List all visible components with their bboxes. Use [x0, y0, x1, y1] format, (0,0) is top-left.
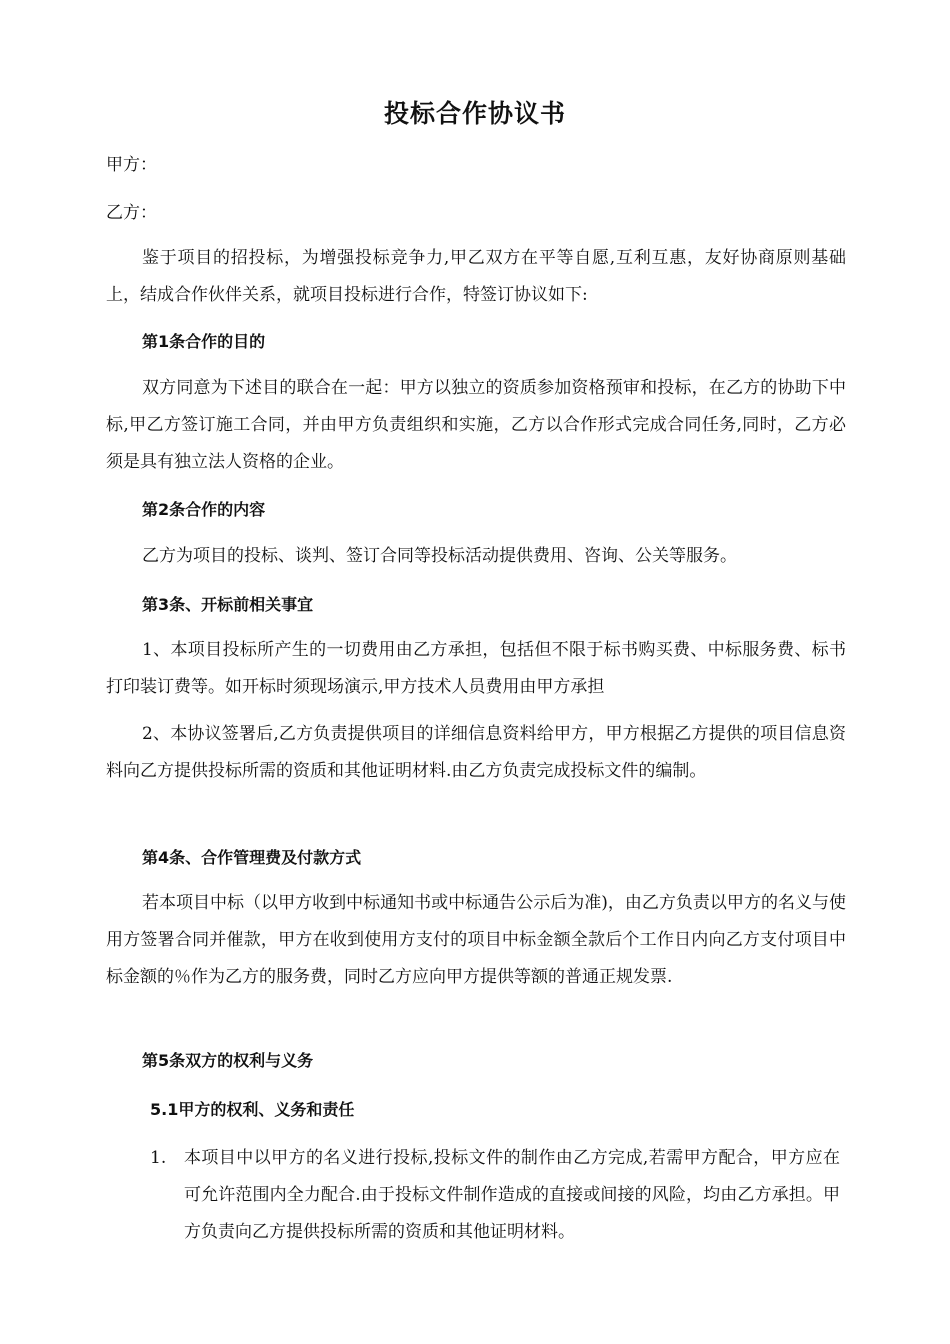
article-2-heading: 第2条合作的内容 — [142, 500, 266, 519]
article-2-body: 乙方为项目的投标、谈判、签订合同等投标活动提供费用、咨询、公关等服务。 — [142, 546, 737, 566]
section-5-1-heading: 5.1甲方的权利、义务和责任 — [150, 1100, 355, 1119]
document-title: 投标合作协议书 — [383, 99, 566, 128]
party-b-line: 乙方： — [106, 203, 157, 223]
article-3-heading: 第3条、开标前相关事宜 — [142, 595, 314, 614]
party-a-line: 甲方： — [106, 155, 157, 175]
list-item-number: 1. — [150, 1148, 167, 1168]
list-item-text: 本项目中以甲方的名义进行投标,投标文件的制作由乙方完成,若需甲方配合，甲方应在可允许范围内全力配合.由于投标文件制作造成的直接或间接的风险，均由乙方承担。甲方负责向乙方提供投标所需的资质和其他证明材料。 — [184, 1148, 840, 1242]
article-1-heading: 第1条合作的目的 — [142, 332, 266, 351]
article-1-body: 双方同意为下述目的联合在一起：甲方以独立的资质参加资格预审和投标，在乙方的协助下中标,甲乙方签订施工合同，并由甲方负责组织和实施，乙方以合作形式完成合同任务,同时，乙方必须是具有独立法人资格的企业。 — [106, 378, 846, 472]
article-4-heading: 第4条、合作管理费及付款方式 — [142, 848, 362, 867]
article-4-body: 若本项目中标（以甲方收到中标通知书或中标通告公示后为准)，由乙方负责以甲方的名义与使用方签署合同并催款，甲方在收到使用方支付的项目中标金额全款后个工作日内向乙方支付项目中标金额的％作为乙方的服务费，同时乙方应向甲方提供等额的普通正规发票. — [106, 893, 846, 987]
preamble-paragraph: 鉴于项目的招投标，为增强投标竞争力,甲乙双方在平等自愿,互利互惠，友好协商原则基础上，结成合作伙伴关系，就项目投标进行合作，特签订协议如下: — [106, 248, 846, 305]
article-3-item-1: 1、本项目投标所产生的一切费用由乙方承担，包括但不限于标书购买费、中标服务费、标书打印装订费等。如开标时须现场演示,甲方技术人员费用由甲方承担 — [106, 640, 846, 697]
article-5-heading: 第5条双方的权利与义务 — [142, 1051, 314, 1070]
article-3-item-2: 2、本协议签署后,乙方负责提供项目的详细信息资料给甲方，甲方根据乙方提供的项目信息资料向乙方提供投标所需的资质和其他证明材料.由乙方负责完成投标文件的编制。 — [106, 724, 846, 781]
